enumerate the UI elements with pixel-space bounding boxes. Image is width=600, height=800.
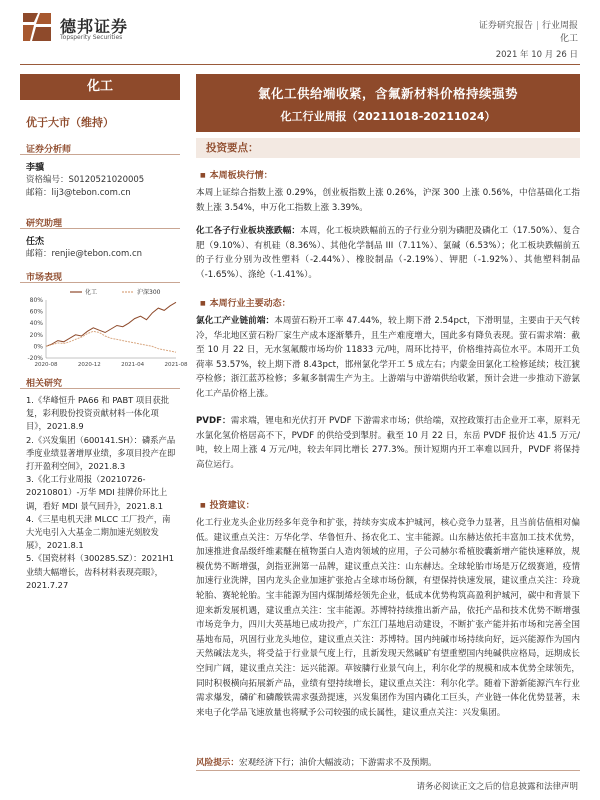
page-subtitle: 化工行业周报（20211018-20211024）: [280, 110, 496, 123]
page-header: [0, 0, 600, 78]
header-divider: [20, 64, 580, 65]
paragraph: 本周上证综合指数上涨 0.29%，创业板指数上涨 0.26%，沪深 300 上涨 0.56%，中信基础化工指数上涨 3.54%，申万化工指数上涨 3.39%。: [196, 188, 580, 213]
industry-label: 化工: [20, 74, 180, 100]
y-tick-label: 0%: [33, 343, 43, 351]
legend-label: 化工: [85, 289, 98, 296]
x-tick-label: 2020-08: [34, 362, 58, 368]
x-tick-label: 2021-08: [164, 362, 188, 368]
researcher-name: 任杰: [26, 237, 45, 247]
related-section-title: 相关研究: [26, 379, 63, 389]
y-tick-label: 40%: [29, 320, 43, 328]
related-item[interactable]: 2.《兴发集团（600141.SH）：磷系产品季度业绩显著增厚业绩，多项目投产在即打开盈利空间》，2021.8.3: [26, 434, 176, 472]
doc-category: 行业周报: [541, 21, 578, 31]
rating-label: 优于大市（维持）: [26, 116, 114, 129]
analyst-section-title: 证券分析师: [26, 145, 72, 155]
divider: [20, 154, 180, 155]
series-line-hs300: [46, 331, 176, 352]
divider: [20, 282, 180, 283]
doc-sector: 化工: [559, 34, 578, 44]
paragraph-label: 化工各子行业板块涨跌幅：: [196, 226, 301, 236]
risk-text: 宏观经济下行；油价大幅波动；下游需求不及预期。: [238, 758, 437, 768]
page-title: 氯化工供给端收紧，含氟新材料价格持续强势: [257, 86, 518, 101]
paragraph-label: PVDF：: [196, 416, 231, 426]
report-type: 证券研究报告 | 行业周报 化工: [478, 21, 578, 44]
report-date: 2021 年 10 月 26 日: [495, 50, 578, 60]
risk-heading: 风险提示：: [196, 758, 239, 768]
analyst-email[interactable]: 邮箱：lij3@tebon.com.cn: [26, 188, 131, 198]
x-tick-label: 2020-12: [77, 362, 101, 368]
logo-name-cn: 德邦证券: [60, 17, 129, 36]
analyst-cert: 资格编号：S0120521020005: [26, 175, 145, 185]
invest-points-header: 投资要点：: [196, 138, 580, 158]
logo-mark-icon: [20, 10, 54, 44]
y-tick-label: 80%: [29, 297, 43, 304]
paragraph-text: 本周萤石粉开工率 47.44%，较上期下滑 2.54pct，下滑明显，主要由于天气转冷，华北地区萤石粉厂家生产成本逐渐攀升，且生产难度增大，国此多有降负表现。萤石需求端：截至 10 月 22 日，无水氢氟酸市场均价 11833 元/吨，周环比持平，价格维持高位水平。本周开工负荷率 53.57%，较上期下滑 8.43pct，邯州氯化学开工 5 成左右；内蒙金田氯化工检修延续；枝江猇亭检修；浙江蓝苏检修；多氟多制需生产为主。上游端与中游端供给收紧，预计会进一步推动下游氯化工产品价格上涨。: [196, 316, 580, 399]
footer-disclaimer: 请务必阅读正文之后的信息披露和法律声明: [416, 782, 578, 792]
related-list: [26, 394, 176, 592]
legend-label: 沪深300: [137, 289, 161, 296]
researcher-section-title: 研究助理: [26, 219, 63, 229]
footer-divider: [196, 770, 580, 771]
paragraph: [196, 414, 580, 472]
related-item[interactable]: 1.《华峰恒升 PA66 和 PABT 项目获批复，彩利股份投资贡献材料一体化项目》，2021.8.9: [26, 395, 170, 432]
paragraph: [196, 314, 580, 402]
sidebar: [20, 74, 188, 800]
y-tick-label: -20%: [27, 355, 43, 362]
section-heading: ■ 投资建议：: [200, 498, 255, 511]
paragraph: [196, 224, 580, 282]
company-logo: [20, 10, 180, 50]
y-tick-label: 20%: [29, 331, 43, 339]
related-item[interactable]: 3.《化工行业周报（20210726-20210801）-万华 MDI 挂牌价环比上调，看好 MDI 景气回升》，2021.8.1: [26, 474, 168, 511]
divider: [20, 228, 180, 229]
y-tick-label: 60%: [29, 308, 43, 316]
logo-name-en: Topsperity Securities: [60, 34, 123, 41]
paragraph-text: 需求端，锂电和光伏打开 PVDF 下游需求市场；供给端，双控政策打击企业开工率，原料无水氯化氢价格居高不下，PVDF 的供给受到掣肘。截至 10 月 22 日，东岳 PVDF 报价达 41.5 万元/吨，较上周上涨 4 万元/吨，较去年同比增长 277.3%。预计短期内开工率难以回升，PVDF 将保持高位运行。: [196, 416, 580, 470]
paragraph-text: 本周，化工板块跌幅前五的子行业分别为磷肥及磷化工（17.50%）、复合肥（9.10%）、有机硅（8.36%）、其他化学制品 III（7.11%）、氯碱（6.53%）；化工板块跌幅前五的子行业分别为改性塑料（-2.44%）、橡胶制品（-2.19%）、钾肥（-1.92%）、其他塑料制品（-1.65%）、涤纶（-1.41%）。: [196, 226, 580, 280]
paragraph: 化工行业龙头企业历经多年竞争和扩张，持续夯实成本护城河，核心竞争力显著，且当前估值相对偏低。建议重点关注：万华化学、华鲁恒升、扬农化工、宝丰能源。山东赫达依托丰富加工技术优势，加速推进食品级纤维素醚在植物蛋白人造肉领域的应用，子公司赫尔希植胶囊新增产能快速释放，规模优势不断增强，剑指亚洲第一品牌，建议重点关注：山东赫达。全球轮胎市场是万亿级赛道，疫情加速行业洗牌，国内龙头企业加速扩张抢占全球市场份额，有望保持快速发展，建议重点关注：玲珑轮胎、赛轮轮胎。宝丰能源为国内煤制烯烃领先企业，低成本优势构筑高盈利护城河，碳中和背景下迎来新发展机遇，建议重点关注：宝丰能源。苏博特持续推出新产品，依托产品和技术优势不断增强市场竞争力，四川大英基地已成功投产，广东江门基地启动建设，不断扩张产能并拓市场和完善全国基地布局，巩固行业龙头地位，建议重点关注：苏博特。国内纯碱市场持续向好，远兴能源作为国内天然碱法龙头，将受益于行业景气度上行，且新发现天然碱矿有望重塑国内纯碱供应格局，远期成长空间广阔，建议重点关注：远兴能源。草铵膦行业景气向上，利尔化学的规模和成本优势全球领先，同时积极横向拓展新产品，业绩有望持续增长，建议重点关注：利尔化学。随着下游新能源汽车行业需求爆发，磷矿和磷酸铁需求强劲提速，兴发集团作为国内磷化工巨头，产业链一体化优势显著，未来电子化学品飞速放量也将赋予公司较强的成长属性，建议重点关注：兴发集团。: [196, 518, 580, 718]
paragraph-label: 氯化工产业链前端：: [196, 316, 275, 326]
analyst-name: 李骥: [26, 163, 45, 173]
divider: [20, 388, 180, 389]
series-line-chemical: [46, 302, 176, 346]
title-banner: [196, 74, 580, 132]
doc-type: 证券研究报告: [478, 21, 533, 31]
section-heading: ■ 本周板块行情：: [200, 168, 273, 181]
researcher-email[interactable]: 邮箱：renjie@tebon.com.cn: [26, 249, 143, 259]
section-heading: ■ 本周行业主要动态：: [200, 296, 291, 309]
risk-note: [196, 756, 580, 771]
related-item[interactable]: 5.《国瓷材料（300285.SZ）：2021H1 业绩大幅增长，齿科材料表现亮眼》，2021.7.27: [26, 553, 175, 590]
market-performance-chart: [20, 286, 188, 370]
x-tick-label: 2021-04: [121, 362, 145, 368]
related-item[interactable]: 4.《三星电机天津 MLCC 工厂投产，南大光电引入大基金二期加速光刻胶发展》，2021.8.1: [26, 513, 171, 551]
market-section-title: 市场表现: [26, 273, 63, 283]
